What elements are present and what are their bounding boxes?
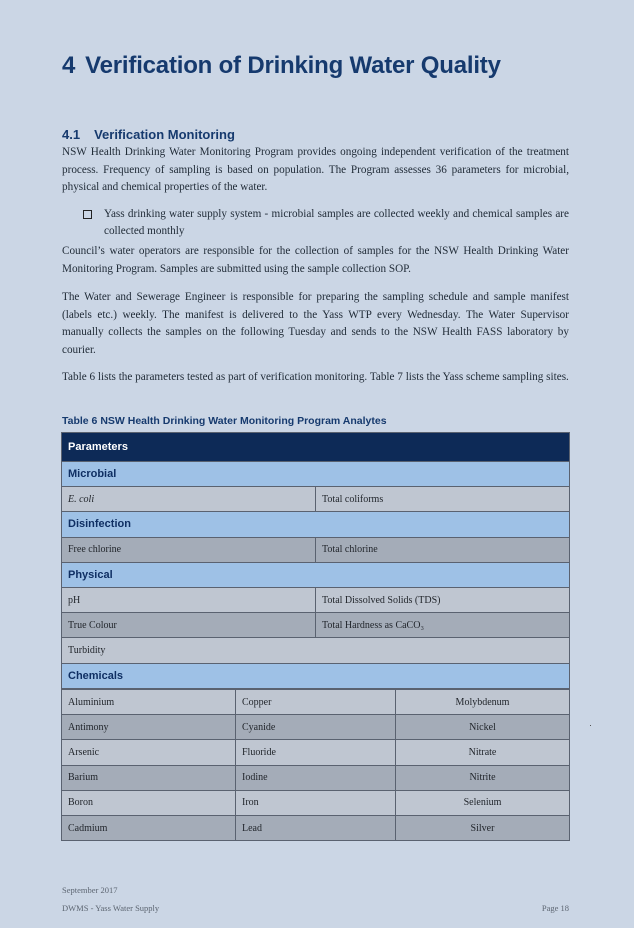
table-cell: Silver <box>396 815 570 840</box>
chemicals-table <box>61 689 570 841</box>
group-microbial: Microbial <box>62 462 570 487</box>
group-disinfection: Disinfection <box>62 512 570 537</box>
table-cell: Barium <box>62 765 236 790</box>
footer-page-number: Page 18 <box>541 903 569 913</box>
table-row <box>62 690 570 715</box>
chapter-title: Verification of Drinking Water Quality <box>85 52 501 79</box>
table-cell: Arsenic <box>62 740 236 765</box>
table-row <box>62 815 570 840</box>
table-cell: Selenium <box>396 790 570 815</box>
table-cell: Total coliforms <box>316 487 570 512</box>
table-cell: True Colour <box>62 613 316 638</box>
analytes-table <box>61 432 570 689</box>
table-cell: Total Dissolved Solids (TDS) <box>316 587 570 612</box>
chapter-number: 4 <box>62 52 76 79</box>
section-number: 4.1 <box>62 127 81 142</box>
table-cell: Cyanide <box>236 715 396 740</box>
table-cell: pH <box>62 587 316 612</box>
table-cell: Free chlorine <box>62 537 316 562</box>
checkbox-bullet-icon <box>83 210 92 219</box>
table-cell: Copper <box>236 690 396 715</box>
table-row <box>62 638 570 663</box>
table-cell: Lead <box>236 815 396 840</box>
paragraph-operators: Council’s water operators are responsible for the collection of samples for the NSW Health Drinking Water Monitoring Program. Samples are submitted using the sample collection SOP. <box>62 245 569 275</box>
table-cell: Cadmium <box>62 815 236 840</box>
table-cell: Turbidity <box>62 638 570 663</box>
paragraph-program-intro: NSW Health Drinking Water Monitoring Program provides ongoing independent verification of the treatment process. Frequency of sampling is based on population. The Program assesses 36 parameters for microbial, physical and chemical properties of the water. <box>62 146 569 194</box>
table-row <box>62 613 570 638</box>
table-cell: Nitrate <box>396 740 570 765</box>
table-header-cell: Parameters <box>62 433 570 462</box>
table-cell: Molybdenum <box>396 690 570 715</box>
section-title: Verification Monitoring <box>94 127 235 142</box>
table-cell: Boron <box>62 790 236 815</box>
group-chemicals: Chemicals <box>62 663 570 688</box>
table-row <box>62 740 570 765</box>
table-cell: E. coli <box>62 487 316 512</box>
table-cell: Nitrite <box>396 765 570 790</box>
table-row <box>62 790 570 815</box>
table-row <box>62 765 570 790</box>
footer-document: DWMS - Yass Water Supply <box>62 903 160 913</box>
table-row <box>62 537 570 562</box>
table-cell: Fluoride <box>236 740 396 765</box>
table-cell: Total chlorine <box>316 537 570 562</box>
table-row <box>62 715 570 740</box>
table-caption: Table 6 NSW Health Drinking Water Monitoring Program Analytes <box>62 415 387 427</box>
table-cell: Total Hardness as CaCO₃ <box>316 613 570 638</box>
table-cell: Nickel <box>396 715 570 740</box>
paragraph-table-reference: Table 6 lists the parameters tested as part of verification monitoring. Table 7 lists the Yass scheme sampling sites. <box>62 371 569 383</box>
table-row <box>62 487 570 512</box>
chapter-heading <box>62 52 501 80</box>
group-physical: Physical <box>62 562 570 587</box>
table-cell: Antimony <box>62 715 236 740</box>
table-row <box>62 587 570 612</box>
stray-mark <box>590 725 591 726</box>
paragraph-engineer: The Water and Sewerage Engineer is responsible for preparing the sampling schedule and sample manifest (labels etc.) weekly. The manifest is delivered to the Yass WTP every Wednesday. The Water Supervisor manually collects the samples on the following Tuesday and sends to the NSW Health FASS laboratory by courier. <box>62 291 569 356</box>
bullet-text: Yass drinking water supply system - microbial samples are collected weekly and chemical samples are collected monthly <box>104 208 569 237</box>
table-cell: Aluminium <box>62 690 236 715</box>
footer-date: September 2017 <box>62 885 118 895</box>
bullet-item <box>83 206 569 239</box>
table-cell: Iodine <box>236 765 396 790</box>
section-heading <box>62 127 235 142</box>
table-cell: Iron <box>236 790 396 815</box>
